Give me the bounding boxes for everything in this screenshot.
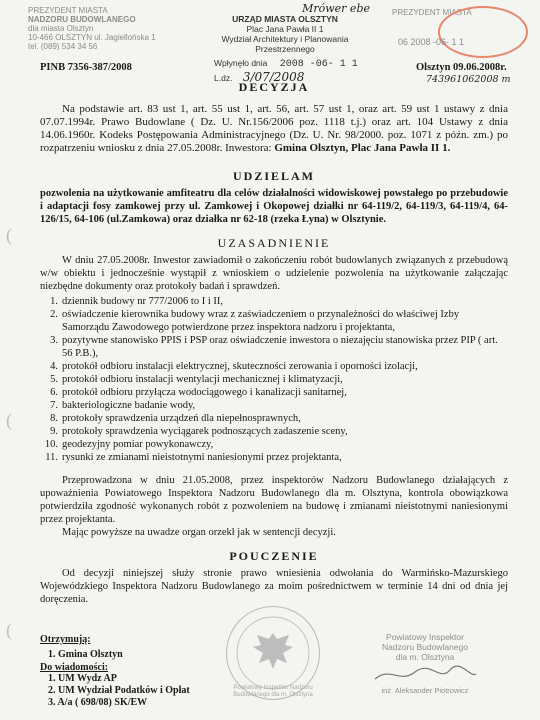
list-number: 1. — [50, 296, 58, 307]
signature-stamp-line: Powiatowy Inspektor — [386, 632, 464, 642]
legal-basis-text: Na podstawie art. 83 ust 1, art. 55 ust 1, art. 56, art. 57 ust 1, oraz art. 59 ust 1 ustawy z dnia 07.07.1994r. Prawo Budowlane ( Dz. U. Nr.156/2006 poz. 1118 t.j.) oraz art. 104 Ustawy z dnia 14.06.1960r. Kodeks Postępowania Administracyjnego (Dz. U. Nr. 98/2000. poz. 1071 z późn. zm.) po rozpatrzeniu wniosku z dnia 27.05.2008r. Inwestora: — [40, 103, 508, 154]
signatory-name: inż. Aleksander Piotrowicz — [381, 686, 469, 695]
list-number: 6. — [50, 387, 58, 398]
info-number: 2. — [48, 685, 56, 696]
list-item — [40, 334, 508, 360]
list-number: 10. — [44, 439, 58, 450]
list-item — [40, 438, 508, 451]
city-stamp-line: Wydział Architektury i Planowania — [221, 34, 349, 44]
city-stamp-line: Plac Jana Pawła II 1 — [246, 24, 324, 34]
info-label: Do wiadomości: — [40, 662, 109, 673]
hole-punch-mark: ( — [6, 620, 12, 640]
document-body — [40, 80, 508, 606]
info-item — [40, 685, 240, 697]
place-and-date: Olsztyn 09.06.2008r. — [416, 62, 507, 73]
grant-text: pozwolenia na użytkowanie amfiteatru dla celów działalności widowiskowej powstałego po przebudowie i adaptacji fosy zamkowej przy ul. Zamkowej i Okopowej działki nr 64-119/2, 64-119/3, 64-119/4, 64-126/15, 64-106 (ul.Zamkowa) oraz działka nr 62-18 (rzeka Łyna) w Olsztynie. — [40, 188, 508, 225]
inspection-conclusion: Mając powyższe na uwadze organ orzekł jak w sentencji decyzji. — [62, 527, 336, 538]
received-label: Wpłynęło dnia — [214, 58, 268, 68]
list-number: 5. — [50, 374, 58, 385]
list-text: protokół odbioru instalacji elektrycznej, skuteczności zerowania i oporności izolacji, — [62, 361, 418, 372]
issuer-stamp-line: PREZYDENT MIASTA — [28, 6, 108, 15]
investor-name: Gmina Olsztyn, Plac Jana Pawła II 1. — [274, 142, 451, 154]
info-number: 3. — [48, 697, 56, 708]
ld-value: 3/07/2008 — [242, 70, 305, 84]
list-item — [40, 399, 508, 412]
red-circle-stamp — [438, 6, 528, 58]
recipients-block — [40, 634, 240, 709]
official-seal — [226, 606, 320, 700]
list-item — [40, 412, 508, 425]
received-date: 2008 -06- 1 1 — [279, 59, 358, 70]
info-item — [40, 673, 240, 685]
list-number: 9. — [50, 426, 58, 437]
list-number: 7. — [50, 400, 58, 411]
list-text: rysunki ze zmianami nieistotnymi naniesionymi przez projektanta, — [62, 452, 342, 463]
reason-text: W dniu 27.05.2008r. Inwestor zawiadomił o zakończeniu robót budowlanych związanych z przebudową w/w obiektu i jednocześnie wystąpił z wnioskiem o udzielenie pozwolenia na użytkowanie załączając niezbędne dokumenty oraz protokoły badań i sprawdzeń. — [40, 255, 508, 292]
instruction-heading: POUCZENIE — [229, 549, 319, 563]
info-text: UM Wydział Podatków i Opłat — [58, 685, 190, 696]
issuer-stamp — [28, 6, 178, 51]
list-text: oświadczenie kierownika budowy wraz z zaświadczeniem o przynależności do właściwej Izby Samorządu Zawodowego potwierdzone przez inspektora nadzoru i projektanta, — [62, 309, 460, 333]
signature-scribble-icon — [370, 664, 480, 686]
issuer-stamp-line: tel. (089) 534 34 56 — [28, 42, 98, 51]
list-text: pozytywne stanowisko PPIS i PSP oraz oświadczenie inwestora o niezajęciu stanowiska przez PIP ( art. 56 P.B.), — [62, 335, 498, 359]
grant-heading: UDZIELAM — [232, 169, 315, 183]
list-text: protokół odbioru instalacji wentylacji mechanicznej i klimatyzacji, — [62, 374, 343, 385]
info-item — [40, 697, 240, 709]
ld-label: L.dz. — [214, 73, 233, 83]
list-number: 4. — [50, 361, 58, 372]
attachments-list — [40, 295, 508, 464]
handwritten-reference: 743961062008 m — [426, 74, 511, 85]
list-text: dziennik budowy nr 777/2006 to I i II, — [62, 296, 223, 307]
seal-text: Powiatowy Inspektor Nadzoru Budowlanego dla m. Olsztyna — [233, 685, 313, 698]
list-item — [40, 360, 508, 373]
city-office-stamp — [200, 4, 370, 83]
info-text: UM Wydz AP — [58, 673, 117, 684]
list-text: geodezyjny pomiar powykonawczy, — [62, 439, 214, 450]
list-number: 11. — [45, 452, 58, 463]
reason-heading: UZASADNIENIE — [217, 236, 331, 250]
signature-stamp-line: Nadzoru Budowlanego — [381, 642, 468, 652]
issuer-stamp-line: NADZORU BUDOWLANEGO — [28, 15, 136, 24]
list-text: bakteriologiczne badanie wody, — [62, 400, 196, 411]
list-text: protokół odbioru przyłącza wodociągowego i kanalizacji sanitarnej, — [62, 387, 347, 398]
list-number: 3. — [50, 335, 58, 346]
hole-punch-mark: ( — [6, 410, 12, 430]
top-right-faint-stamp: PREZYDENT MIASTA — [392, 8, 472, 17]
list-number: 8. — [50, 413, 58, 424]
city-stamp-line: URZĄD MIASTA OLSZTYN — [232, 14, 338, 24]
city-stamp-line: Przestrzennego — [255, 44, 315, 54]
list-number: 2. — [50, 309, 58, 320]
instruction-text: Od decyzji niniejszej służy stronie prawo wniesienia odwołania do Warmińsko-Mazurskiego Wojewódzkiego Inspektora Nadzoru Budowlanego za moim pośrednictwem w terminie 14 dni od dnia jej doręczenia. — [40, 568, 508, 605]
list-item — [40, 295, 508, 308]
document-title: DECYZJA — [238, 80, 310, 94]
info-text: A/a ( 698/08) SK/EW — [57, 697, 148, 708]
list-text: protokoły sprawdzenia urządzeń dla niepełnosprawnych, — [62, 413, 301, 424]
list-item — [40, 308, 508, 334]
issuer-stamp-line: 10-466 OLSZTYN ul. Jagiellońska 1 — [28, 33, 156, 42]
list-item — [40, 373, 508, 386]
legal-basis-paragraph — [40, 103, 508, 155]
issuer-stamp-line: dla miasta Olsztyn — [28, 24, 94, 33]
list-item — [40, 386, 508, 399]
inspection-text: Przeprowadzona w dniu 21.05.2008, przez inspektorów Nadzoru Budowlanego działających z upoważnienia Powiatowego Inspektora Nadzoru Budowlanego dla m. Olsztyna, kontrola obowiązkowa potwierdziła zgodność wykonanych robót z pozwoleniem na budowę i zmianami nieistotnymi naniesionymi przez projektanta. — [40, 475, 508, 525]
recipient-item: 1. Gmina Olsztyn — [48, 649, 123, 660]
inspection-paragraph — [40, 474, 508, 526]
reference-number: PINB 7356-387/2008 — [40, 62, 132, 73]
signature-stamp — [350, 632, 500, 696]
red-stamp-text: 06 2008 -06- 1 1 — [398, 37, 465, 47]
list-item — [40, 451, 508, 464]
recipients-label: Otrzymują: — [40, 634, 91, 645]
hole-punch-mark: ( — [6, 225, 12, 245]
handwritten-note: Mrówer ebe — [302, 2, 370, 15]
signature-stamp-line: dla m. Olsztyna — [395, 652, 455, 662]
list-item — [40, 425, 508, 438]
info-number: 1. — [48, 673, 56, 684]
list-text: protokoły sprawdzenia wyciągarek podnoszących zadaszenie sceny, — [62, 426, 348, 437]
